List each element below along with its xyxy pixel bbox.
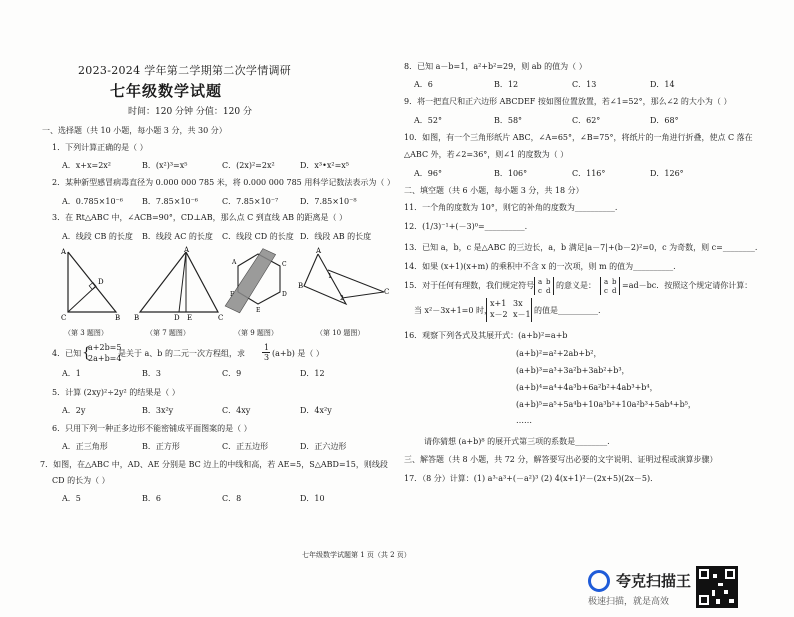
svg-text:A: A (184, 246, 190, 254)
section2-heading: 二、填空题（共 6 小题，每小题 3 分，共 18 分） (404, 186, 584, 195)
q5-option-c: C．4xy (222, 406, 251, 415)
brand-tagline: 极速扫描，就是高效 (588, 597, 670, 607)
svg-text:D: D (282, 291, 287, 298)
figure-q3 (60, 246, 130, 322)
det1r-br: d (612, 287, 617, 295)
section1-heading: 一、选择题（共 10 小题，每小题 3 分，共 30 分） (42, 126, 227, 135)
det1r-tl: a (604, 278, 609, 286)
q1-option-c: C．(2x)²=2x² (222, 161, 275, 170)
q4-brace: { (82, 345, 91, 361)
q16-stem: 16．观察下列各式及其展开式：(a+b)²=a+b (404, 331, 568, 340)
q3-option-d: D．线段 AB 的长度 (300, 232, 372, 241)
q2-option-c: C．7.85×10⁻⁷ (222, 197, 279, 206)
q1-stem: 1．下列计算正确的是（ ） (52, 143, 148, 152)
figure-q7 (134, 246, 224, 322)
q16-line-1: (a+b)²=a²+2ab+b²， (516, 349, 602, 358)
q8-option-b: B．12 (494, 80, 519, 89)
q6-option-d: D．正六边形 (300, 442, 347, 451)
q6-option-b: B．正方形 (142, 442, 180, 451)
q3-stem: 3．在 Rt△ABC 中，∠ACB=90°，CD⊥AB，那么点 C 到直线 AB 的距离是（ ） (52, 213, 348, 222)
q13-text: 13．已知 a，b，c 是△ABC 的三边长，a，b 满足|a－7|+(b－2)²=0，c 为奇数，则 c=________. (404, 243, 758, 252)
det1r-bl: c (604, 287, 608, 295)
q2-option-a: A．0.785×10⁻⁶ (62, 197, 123, 206)
q10-option-b: B．106° (494, 169, 528, 178)
q16-line-3: (a+b)⁴=a⁴+4a³b+6a²b²+4ab³+b⁴， (516, 383, 658, 392)
q8-option-c: C．13 (572, 80, 597, 89)
q15-stem-b: 的意义是： (556, 281, 596, 290)
q2-stem: 2．某种新型感冒病毒直径为 0.000 000 785 米，将 0.000 000 785 用科学记数法表示为（ ） (52, 178, 395, 187)
section3-heading: 三、解答题（共 8 小题，共 72 分，解答要写出必要的文字说明、证明过程或演算步骤） (404, 455, 718, 464)
q10-option-d: D．126° (650, 169, 684, 178)
q9-option-a: A．52° (414, 116, 442, 125)
q5-option-a: A．2y (62, 406, 86, 415)
scanner-logo-icon (588, 570, 610, 592)
q8-stem: 8．已知 a－b=1，a²+b²=29，则 ab 的值为（ ） (404, 62, 587, 71)
q4-frac-num: 1 (264, 343, 270, 352)
det1r-tr: b (612, 278, 617, 286)
caption-q10: （第 10 题图） (316, 329, 365, 337)
q3-option-c: C．线段 CD 的长度 (222, 232, 294, 241)
q4-eq1: a+2b=5 (88, 343, 122, 352)
q4-eq2: 2a+b=4 (88, 354, 122, 363)
figure-q9 (224, 246, 298, 322)
svg-text:2: 2 (340, 295, 344, 302)
q4-option-a: A．1 (62, 369, 81, 378)
det2-tl: x+1 (490, 299, 507, 308)
q8-option-d: D．14 (650, 80, 675, 89)
q10-option-c: C．116° (572, 169, 606, 178)
det1-bl: c (538, 287, 542, 295)
q4-stem-start: 4．已知 (52, 349, 82, 358)
q7-option-b: B．6 (142, 494, 161, 503)
svg-text:A: A (232, 259, 237, 266)
q4-stem-mid: 是关于 a、b 的二元一次方程组，求 (118, 349, 245, 358)
q10-option-a: A．96° (414, 169, 442, 178)
det1-tl: a (538, 278, 543, 286)
q7-option-a: A．5 (62, 494, 81, 503)
q3-option-a: A．线段 CB 的长度 (62, 232, 133, 241)
svg-text:A: A (61, 248, 67, 256)
svg-text:B: B (115, 314, 121, 322)
q15-stem-e: 的值是__________. (534, 306, 601, 315)
year-line: 2023-2024 学年第二学期第二次学情调研 (78, 64, 292, 77)
svg-text:E: E (187, 314, 193, 322)
q15-det1-repeat (600, 277, 620, 295)
svg-text:B: B (134, 314, 140, 322)
q9-stem: 9．将一把直尺和正六边形 ABCDEF 按如图位置放置，若∠1=52°，那么∠2 的大小为（ ） (404, 97, 732, 106)
q1-option-d: D．x³•x²=x⁵ (300, 161, 349, 170)
q15-det2 (486, 298, 532, 322)
q15-stem-a: 15．对于任何有理数，我们规定符号 (404, 281, 535, 290)
q15-stem-c: =ad－bc．按照这个规定请你计算： (622, 281, 753, 290)
svg-text:C: C (61, 314, 67, 322)
exam-title: 七年级数学试题 (110, 82, 223, 100)
q8-option-a: A．6 (414, 80, 433, 89)
q2-option-d: D．7.85×10⁻⁸ (300, 197, 357, 206)
q16-line-4: (a+b)⁵=a⁵+5a⁴b+10a³b²+10a²b³+5ab⁴+b⁵， (516, 400, 696, 409)
q7-stem-line1: 7．如图，在△ABC 中，AD、AE 分别是 BC 边上的中线和高，若 AE=5，S△ABD=15，则线段 (40, 460, 388, 469)
q7-option-d: D．10 (300, 494, 325, 503)
q7-option-c: C．8 (222, 494, 242, 503)
q1-option-a: A．x+x=2x² (62, 161, 112, 170)
q6-option-c: C．正五边形 (222, 442, 269, 451)
svg-text:A: A (316, 247, 322, 255)
q11-text: 11．一个角的度数为 10°，则它的补角的度数为__________. (404, 203, 618, 212)
figure-q10 (298, 246, 392, 322)
q15-det1 (534, 277, 554, 295)
q14-text: 14．如果 (x+1)(x+m) 的乘积中不含 x 的一次项，则 m 的值为__________. (404, 262, 676, 271)
det1-br: d (546, 287, 551, 295)
q4-stem-end: (a+b) 是（ ） (272, 349, 324, 358)
q9-option-d: D．68° (650, 116, 679, 125)
q16-line-5: …… (516, 416, 532, 425)
det1-tr: b (546, 278, 551, 286)
q7-stem-line2: CD 的长为（ ） (52, 476, 110, 485)
brand-name: 夸克扫描王 (616, 572, 692, 590)
q16-ask: 请你猜想 (a+b)⁸ 的展开式第三项的系数是________. (424, 437, 610, 446)
q5-stem: 5．计算 (2xy)²÷2y² 的结果是（ ） (52, 388, 180, 397)
q4-option-c: C．9 (222, 369, 242, 378)
q9-option-c: C．62° (572, 116, 601, 125)
svg-text:D: D (98, 278, 104, 286)
svg-text:B: B (298, 282, 304, 290)
q3-option-b: B．线段 AC 的长度 (142, 232, 213, 241)
q2-option-b: B．7.85×10⁻⁶ (142, 197, 199, 206)
svg-text:C: C (282, 261, 287, 268)
det2-tr: 3x (513, 299, 523, 308)
svg-text:1: 1 (328, 273, 332, 280)
q10-stem-line1: 10．如图，有一个三角形纸片 ABC，∠A=65°，∠B=75°，将纸片的一角进行折叠，使点 C 落在 (404, 133, 753, 142)
svg-text:C: C (218, 314, 224, 322)
q1-option-b: B．(x²)³=x⁵ (142, 161, 188, 170)
scanner-brand (588, 568, 788, 612)
caption-q7: （第 7 题图） (146, 329, 190, 337)
q4-frac-den: 3 (264, 353, 270, 362)
q10-stem-line2: △ABC 外，若∠2=36°，则∠1 的度数为（ ） (404, 150, 569, 159)
svg-text:D: D (174, 314, 180, 322)
caption-q9: （第 9 题图） (234, 329, 278, 337)
q9-option-b: B．58° (494, 116, 523, 125)
q5-option-b: B．3x²y (142, 406, 174, 415)
svg-text:E: E (256, 307, 261, 314)
q16-line-2: (a+b)³=a³+3a²b+3ab²+b³， (516, 366, 630, 375)
det2-br: x－1 (513, 310, 531, 319)
svg-text:F: F (230, 291, 235, 298)
q17-text: 17．（8 分）计算：(1) a³·a³+(－a²)³ (2) 4(x+1)²－(2x+5)(2x－5)． (404, 474, 659, 483)
q4-option-b: B．3 (142, 369, 161, 378)
qr-code-icon (696, 566, 738, 608)
q6-option-a: A．正三角形 (62, 442, 108, 451)
caption-q3: （第 3 题图） (64, 329, 108, 337)
q15-stem-d: 当 x²－3x+1=0 时， (414, 306, 492, 315)
q6-stem: 6．只用下列一种正多边形不能密铺成平面图案的是（ ） (52, 424, 252, 433)
svg-text:C: C (384, 288, 390, 296)
q4-option-d: D．12 (300, 369, 325, 378)
q5-option-d: D．4x²y (300, 406, 332, 415)
page-footer: 七年级数学试题第 1 页（共 2 页） (302, 551, 411, 559)
det2-bl: x－2 (490, 310, 508, 319)
q12-text: 12．(1/3)⁻¹+(－3)⁰=__________. (404, 222, 528, 231)
time-score: 时间：120 分钟 分值：120 分 (128, 107, 252, 117)
